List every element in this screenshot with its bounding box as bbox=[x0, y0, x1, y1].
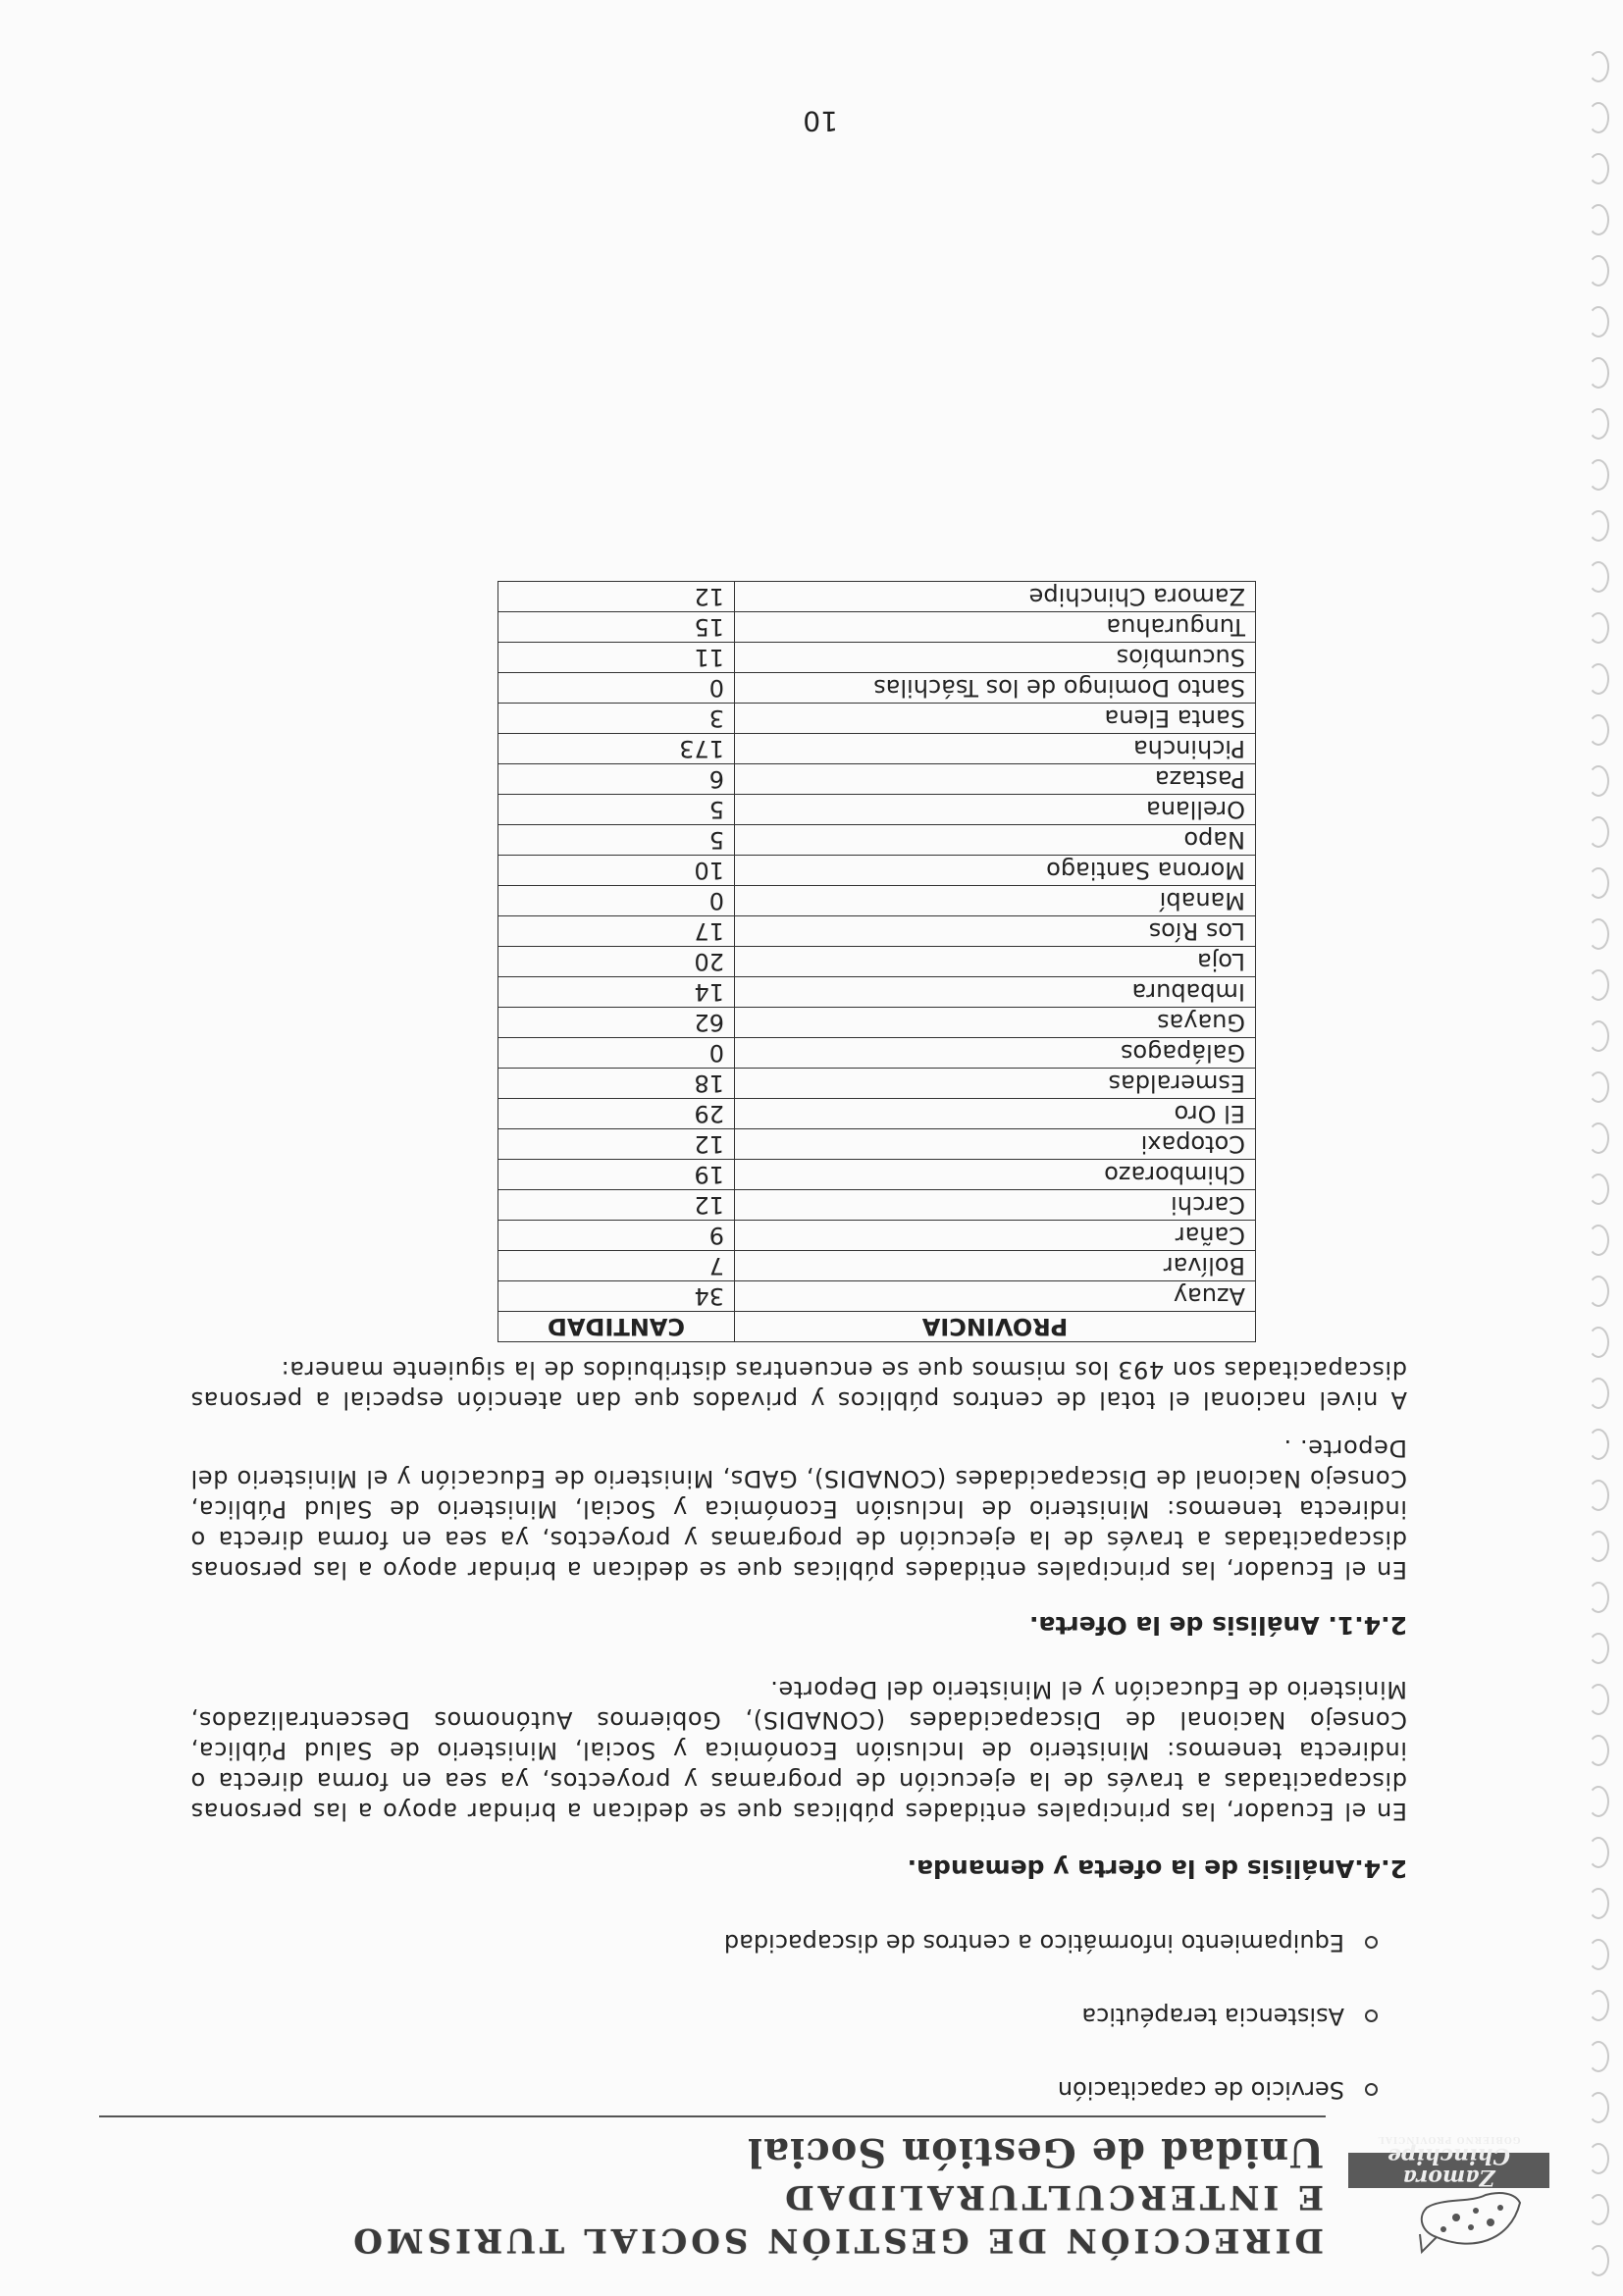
table-row bbox=[498, 1251, 1256, 1281]
binder-hole bbox=[1588, 867, 1609, 899]
province-cell: Chimborazo bbox=[735, 1160, 1256, 1190]
column-header-province: PROVINCIA bbox=[735, 1312, 1256, 1342]
list-item: Equipamiento informático a centros de discapacidad bbox=[190, 1927, 1378, 1957]
quantity-cell: 5 bbox=[498, 825, 735, 856]
binder-hole bbox=[1588, 1633, 1609, 1664]
table-row bbox=[498, 1069, 1256, 1099]
quantity-cell: 0 bbox=[498, 886, 735, 916]
subsection-heading: 2.4.1. Análisis de la Oferta. bbox=[1029, 1611, 1407, 1640]
department-title-line-1: DIRECCIÓN DE GESTIÓN SOCIAL TURISMO bbox=[349, 2220, 1324, 2260]
quantity-cell: 12 bbox=[498, 582, 735, 612]
binder-hole bbox=[1588, 1531, 1609, 1562]
binder-hole bbox=[1588, 663, 1609, 695]
province-cell: Sucumbíos bbox=[735, 643, 1256, 673]
province-cell: Santa Elena bbox=[735, 704, 1256, 734]
quantity-cell: 29 bbox=[498, 1099, 735, 1129]
binder-hole bbox=[1588, 357, 1609, 389]
province-cell: Imbabura bbox=[735, 977, 1256, 1008]
bullet-icon bbox=[1365, 1936, 1378, 1949]
binder-hole bbox=[1588, 1837, 1609, 1868]
binder-hole bbox=[1588, 1786, 1609, 1817]
table-row bbox=[498, 612, 1256, 643]
table-row bbox=[498, 764, 1256, 795]
quantity-cell: 11 bbox=[498, 643, 735, 673]
province-cell: El Oro bbox=[735, 1099, 1256, 1129]
logo-title: Zamora Chinchipe bbox=[1387, 2143, 1510, 2190]
binder-hole bbox=[1588, 1939, 1609, 1970]
table-row bbox=[498, 947, 1256, 977]
table-row bbox=[498, 1099, 1256, 1129]
province-cell: Pastaza bbox=[735, 764, 1256, 795]
binder-hole bbox=[1588, 969, 1609, 1001]
province-cell: Pichincha bbox=[735, 734, 1256, 764]
column-header-quantity: CANTIDAD bbox=[498, 1312, 735, 1342]
province-cell: Zamora Chinchipe bbox=[735, 582, 1256, 612]
binder-hole bbox=[1588, 765, 1609, 797]
table-row bbox=[498, 1221, 1256, 1251]
province-cell: Bolívar bbox=[735, 1251, 1256, 1281]
page-number: 10 bbox=[803, 105, 838, 137]
binder-hole bbox=[1588, 306, 1609, 338]
logo-subtitle: GOBIERNO PROVINCIAL bbox=[1377, 2134, 1521, 2144]
paragraph: A nivel nacional el total de centros públicos y privados que dan atención especial a personas discapacitadas son 493 los mismos que se encuentras distribuidos de la siguiente manera: bbox=[190, 1356, 1407, 1414]
binder-hole bbox=[1588, 561, 1609, 593]
binder-hole bbox=[1588, 51, 1609, 82]
table-row bbox=[498, 856, 1256, 886]
quantity-cell: 19 bbox=[498, 1160, 735, 1190]
province-cell: Manabí bbox=[735, 886, 1256, 916]
province-cell: Napo bbox=[735, 825, 1256, 856]
table-row bbox=[498, 1038, 1256, 1069]
province-cell: Orellana bbox=[735, 795, 1256, 825]
quantity-cell: 14 bbox=[498, 977, 735, 1008]
binder-hole bbox=[1588, 1174, 1609, 1205]
binder-hole bbox=[1588, 1071, 1609, 1103]
table-row bbox=[498, 704, 1256, 734]
quantity-cell: 12 bbox=[498, 1190, 735, 1221]
quantity-cell: 17 bbox=[498, 916, 735, 947]
binder-holes bbox=[1570, 20, 1609, 2276]
binder-hole bbox=[1588, 102, 1609, 133]
province-cell: Cotopaxi bbox=[735, 1129, 1256, 1160]
binder-hole bbox=[1588, 1378, 1609, 1409]
table-row bbox=[498, 886, 1256, 916]
table-row bbox=[498, 643, 1256, 673]
province-cell: Tungurahua bbox=[735, 612, 1256, 643]
binder-hole bbox=[1588, 1020, 1609, 1052]
quantity-cell: 20 bbox=[498, 947, 735, 977]
header-divider bbox=[99, 2115, 1326, 2117]
table-row bbox=[498, 977, 1256, 1008]
province-cell: Morona Santiago bbox=[735, 856, 1256, 886]
letterhead bbox=[156, 2124, 1549, 2262]
binder-hole bbox=[1588, 1888, 1609, 1919]
table-row bbox=[498, 795, 1256, 825]
table-row bbox=[498, 673, 1256, 704]
paragraph: En el Ecuador, las principales entidades públicas que se dedican a brindar apoyo a las personas discapacitadas a través de la ejecución de programas y proyectos, ya sea en forma directa o indirecta tenemos: Ministerio de Inclusión Económica y Social, Ministerio de Salud Pública, Consejo Nacional de Discapacidades (CONADIS), Gobiernos Autónomos Descentralizados, Ministerio de Educación y el Ministerio del Deporte. bbox=[190, 1676, 1407, 1825]
binder-hole bbox=[1588, 2194, 1609, 2225]
paragraph: En el Ecuador, las principales entidades públicas que se dedican a brindar apoyo a las personas discapacitadas a través de la ejecución de programas y proyectos, ya sea en forma directa o indirecta tenemos: Ministerio de Inclusión Económica y Social, Ministerio de Salud Pública, Consejo Nacional de Discapacidades (CONADIS), GADs, Ministerio de Educación y el Ministerio del Deporte. . bbox=[190, 1435, 1407, 1584]
province-cell: Cañar bbox=[735, 1221, 1256, 1251]
binder-hole bbox=[1588, 2041, 1609, 2072]
quantity-cell: 10 bbox=[498, 856, 735, 886]
bullet-icon bbox=[1365, 2009, 1378, 2022]
province-cell: Galápagos bbox=[735, 1038, 1256, 1069]
services-list bbox=[190, 1927, 1407, 2105]
province-cell: Loja bbox=[735, 947, 1256, 977]
letterhead-title bbox=[166, 2128, 1324, 2262]
table-row bbox=[498, 582, 1256, 612]
quantity-cell: 15 bbox=[498, 612, 735, 643]
list-item: Asistencia terapéutica bbox=[190, 2001, 1378, 2031]
binder-hole bbox=[1588, 1327, 1609, 1358]
binder-hole bbox=[1588, 1480, 1609, 1511]
bullet-icon bbox=[1365, 2083, 1378, 2096]
binder-hole bbox=[1588, 1990, 1609, 2021]
table-row bbox=[498, 734, 1256, 764]
binder-hole bbox=[1588, 255, 1609, 287]
centers-by-province-table bbox=[497, 581, 1256, 1342]
quantity-cell: 3 bbox=[498, 704, 735, 734]
table-row bbox=[498, 916, 1256, 947]
quantity-cell: 6 bbox=[498, 764, 735, 795]
table-header-row bbox=[498, 1312, 1256, 1342]
province-cell: Guayas bbox=[735, 1008, 1256, 1038]
binder-hole bbox=[1588, 612, 1609, 644]
binder-hole bbox=[1588, 1684, 1609, 1715]
quantity-cell: 9 bbox=[498, 1221, 735, 1251]
binder-hole bbox=[1588, 1735, 1609, 1766]
binder-hole bbox=[1588, 204, 1609, 235]
binder-hole bbox=[1588, 459, 1609, 491]
quantity-cell: 0 bbox=[498, 1038, 735, 1069]
provincial-logo bbox=[1348, 2134, 1549, 2262]
binder-hole bbox=[1588, 816, 1609, 848]
binder-hole bbox=[1588, 153, 1609, 184]
binder-hole bbox=[1588, 1225, 1609, 1256]
binder-hole bbox=[1588, 408, 1609, 440]
page-body bbox=[190, 581, 1407, 2105]
quantity-cell: 0 bbox=[498, 673, 735, 704]
province-cell: Santo Domingo de los Tsáchilas bbox=[735, 673, 1256, 704]
quantity-cell: 12 bbox=[498, 1129, 735, 1160]
table-row bbox=[498, 1281, 1256, 1312]
unit-title: Unidad de Gestión Social bbox=[746, 2129, 1324, 2175]
quantity-cell: 173 bbox=[498, 734, 735, 764]
list-item: Servicio de capacitación bbox=[190, 2074, 1378, 2105]
table-row bbox=[498, 1008, 1256, 1038]
province-cell: Los Ríos bbox=[735, 916, 1256, 947]
quantity-cell: 34 bbox=[498, 1281, 735, 1312]
table-row bbox=[498, 1129, 1256, 1160]
logo-banner bbox=[1348, 2134, 1549, 2190]
province-cell: Esmeraldas bbox=[735, 1069, 1256, 1099]
binder-hole bbox=[1588, 2092, 1609, 2123]
binder-hole bbox=[1588, 2245, 1609, 2276]
table-row bbox=[498, 1160, 1256, 1190]
section-heading: 2.4.Análisis de la oferta y demanda. bbox=[907, 1854, 1407, 1883]
table-row bbox=[498, 1190, 1256, 1221]
department-title-line-2: E INTERCULTURALIDAD bbox=[781, 2177, 1324, 2217]
binder-hole bbox=[1588, 1122, 1609, 1154]
province-cell: Carchi bbox=[735, 1190, 1256, 1221]
quantity-cell: 18 bbox=[498, 1069, 735, 1099]
table-row bbox=[498, 825, 1256, 856]
jaguar-logo-icon bbox=[1412, 2188, 1530, 2262]
quantity-cell: 7 bbox=[498, 1251, 735, 1281]
binder-hole bbox=[1588, 1429, 1609, 1460]
binder-hole bbox=[1588, 1582, 1609, 1613]
binder-hole bbox=[1588, 918, 1609, 950]
province-cell: Azuay bbox=[735, 1281, 1256, 1312]
quantity-cell: 62 bbox=[498, 1008, 735, 1038]
binder-hole bbox=[1588, 714, 1609, 746]
binder-hole bbox=[1588, 2143, 1609, 2174]
binder-hole bbox=[1588, 510, 1609, 542]
quantity-cell: 5 bbox=[498, 795, 735, 825]
binder-hole bbox=[1588, 1276, 1609, 1307]
